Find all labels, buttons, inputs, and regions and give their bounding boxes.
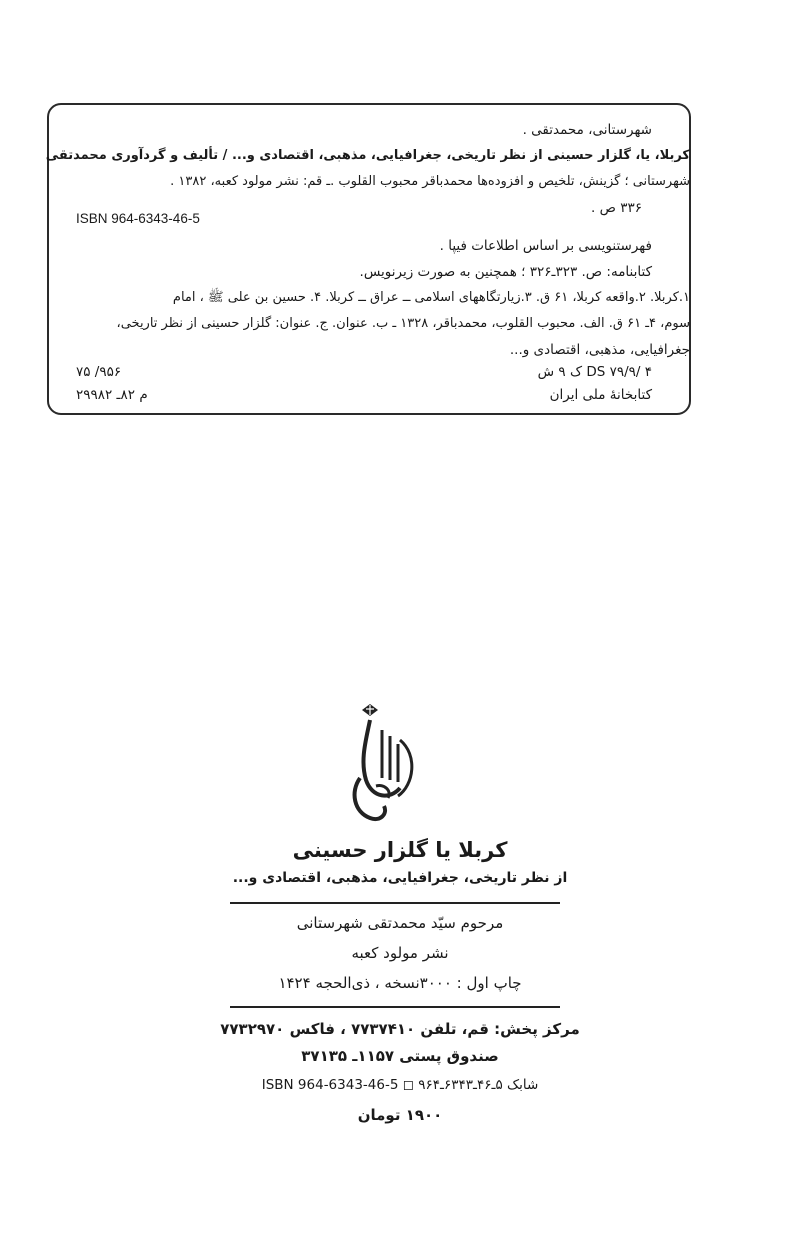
divider-top xyxy=(230,902,560,904)
colophon-edition: چاپ اول : ۳۰۰۰نسخه ، ذی‌الحجه ۱۴۲۴ xyxy=(278,974,522,992)
colophon-price: ۱۹۰۰ تومان xyxy=(357,1106,443,1124)
colophon-isbn: شابک ۵ـ۴۶ـ۶۳۴۳ـ۹۶۴ ◻ ISBN 964-6343-46-5 xyxy=(261,1077,539,1093)
cip-national-library: کتابخانهٔ ملی ایران xyxy=(549,387,652,403)
cip-fipa-note: فهرستنویسی بر اساس اطلاعات فیپا . xyxy=(439,238,652,254)
publisher-logo-icon xyxy=(340,700,430,825)
cip-lc-number: DS ۷۹/۹/ ۴ ک ۹ ش xyxy=(537,364,652,380)
colophon-subtitle: از نظر تاریخی، جغرافیایی، مذهبی، اقتصادی و... xyxy=(232,870,568,886)
cip-pages: ۳۳۶ ص . xyxy=(591,200,642,216)
cip-subjects-line-1: ۱.کربلا. ۲.واقعه کربلا، ۶۱ ق. ۳.زیارتگاههای اسلامی ــ عراق ــ کربلا. ۴. حسین بن علی ﷺ ، امام xyxy=(172,290,690,305)
colophon-author: مرحوم سیّد محمدتقی شهرستانی xyxy=(296,914,504,932)
cip-bibliography-note: کتابنامه: ص. ۳۲۳ـ۳۲۶ ؛ همچنین به صورت زیرنویس. xyxy=(359,264,652,280)
cip-subjects-line-2: سوم، ۴ـ ۶۱ ق. الف. محبوب القلوب، محمدباقر، ۱۳۲۸ ـ ب. عنوان. ج. عنوان: گلزار حسینی از نظر تاریخی، xyxy=(116,316,690,331)
cip-library-number: م ۸۲ـ ۲۹۹۸۲ xyxy=(76,387,148,403)
cip-isbn: ISBN 964-6343-46-5 xyxy=(76,211,200,226)
divider-bottom xyxy=(230,1006,560,1008)
colophon-title: کربلا یا گلزار حسینی xyxy=(292,838,508,862)
cip-imprint-line: شهرستانی ؛ گزینش، تلخیص و افزوده‌ها محمدباقر محبوب القلوب .ـ قم: نشر مولود کعبه، ۱۳۸۲ . xyxy=(170,174,690,189)
cip-title-line: کربلا، یا، گلزار حسینی از نظر تاریخی، جغرافیایی، مذهبی، اقتصادی و... / تألیف و گردآوری محمدتقی xyxy=(45,148,690,163)
colophon-pobox: صندوق پستی ۱۱۵۷ـ ۳۷۱۳۵ xyxy=(301,1047,499,1065)
cip-subjects-line-3: جغرافیایی، مذهبی، اقتصادی و... xyxy=(509,342,690,358)
cip-dewey-number: ۹۵۶/ ۷۵ xyxy=(76,364,122,380)
colophon-publisher: نشر مولود کعبه xyxy=(351,944,449,962)
colophon-distribution: مرکز پخش: قم، تلفن ۷۷۳۷۴۱۰ ، فاکس ۷۷۳۲۹۷۰ xyxy=(220,1020,580,1038)
cip-author-line: شهرستانی، محمدتقی . xyxy=(522,122,652,138)
